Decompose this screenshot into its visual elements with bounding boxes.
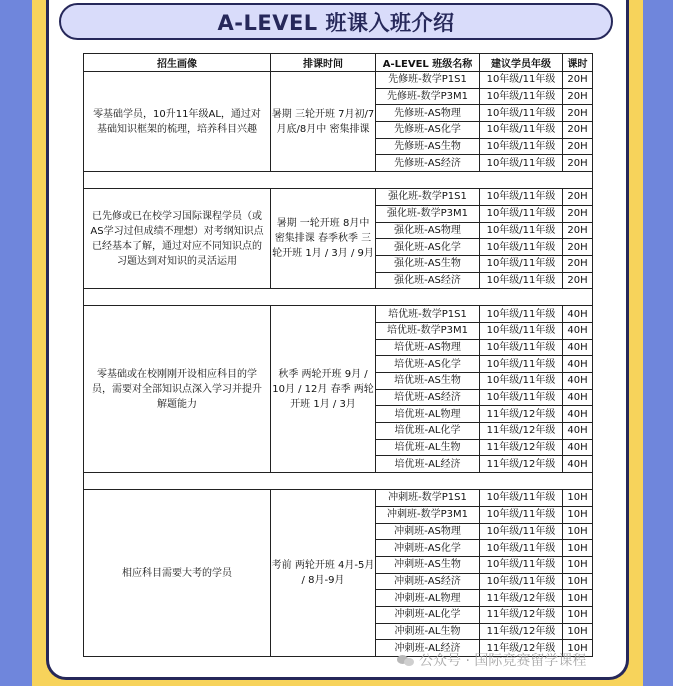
title-banner [59, 3, 613, 40]
schedule-cell: 考前 两轮开班 4月-5月 / 8月-9月 [271, 490, 376, 657]
class-name-cell: 强化班-AS经济 [376, 272, 480, 289]
watermark-text: 公众号 · 国际竞赛留学课程 [419, 653, 587, 669]
hours-cell: 10H [563, 506, 593, 523]
grade-cell: 10年级/11年级 [480, 556, 563, 573]
group-spacer [84, 289, 593, 306]
table-row [84, 306, 593, 323]
profile-cell: 相应科目需要大考的学员 [84, 490, 271, 657]
class-name-cell: 冲刺班-AL生物 [376, 623, 480, 640]
grade-cell: 10年级/11年级 [480, 105, 563, 122]
class-name-cell: 培优班-AL经济 [376, 456, 480, 473]
class-name-cell: 强化班-数学P1S1 [376, 189, 480, 206]
header-profile: 招生画像 [84, 54, 271, 72]
grade-cell: 10年级/11年级 [480, 506, 563, 523]
hours-cell: 20H [563, 255, 593, 272]
grade-cell: 10年级/11年级 [480, 272, 563, 289]
group-spacer [84, 172, 593, 189]
grade-cell: 10年级/11年级 [480, 573, 563, 590]
grade-cell: 10年级/11年级 [480, 155, 563, 172]
grade-cell: 10年级/11年级 [480, 373, 563, 390]
hours-cell: 40H [563, 339, 593, 356]
hours-cell: 20H [563, 105, 593, 122]
table-row [84, 490, 593, 507]
class-name-cell: 强化班-数学P3M1 [376, 205, 480, 222]
schedule-cell: 暑期 一轮开班 8月中 密集排课 春季秋季 三轮开班 1月 / 3月 / 9月 [271, 189, 376, 289]
hours-cell: 40H [563, 356, 593, 373]
table-body [84, 72, 593, 657]
header-schedule: 排课时间 [271, 54, 376, 72]
grade-cell: 10年级/11年级 [480, 523, 563, 540]
hours-cell: 20H [563, 239, 593, 256]
grade-cell: 10年级/11年级 [480, 255, 563, 272]
hours-cell: 10H [563, 540, 593, 557]
class-name-cell: 冲刺班-AS经济 [376, 573, 480, 590]
class-name-cell: 先修班-AS经济 [376, 155, 480, 172]
hours-cell: 40H [563, 406, 593, 423]
hours-cell: 40H [563, 456, 593, 473]
hours-cell: 20H [563, 205, 593, 222]
class-name-cell: 强化班-AS化学 [376, 239, 480, 256]
class-name-cell: 先修班-AS化学 [376, 122, 480, 139]
class-name-cell: 冲刺班-AS生物 [376, 556, 480, 573]
header-class-name: A-LEVEL 班级名称 [376, 54, 480, 72]
hours-cell: 20H [563, 155, 593, 172]
profile-cell: 零基础学员，10升11年级AL，通过对基础知识框架的梳理，培养科目兴趣 [84, 72, 271, 172]
class-name-cell: 培优班-AS经济 [376, 389, 480, 406]
hours-cell: 10H [563, 523, 593, 540]
wechat-icon [397, 653, 415, 667]
header-grade: 建议学员年级 [480, 54, 563, 72]
class-name-cell: 冲刺班-AL化学 [376, 606, 480, 623]
grade-cell: 10年级/11年级 [480, 540, 563, 557]
grade-cell: 10年级/11年级 [480, 222, 563, 239]
hours-cell: 10H [563, 556, 593, 573]
class-name-cell: 强化班-AS物理 [376, 222, 480, 239]
hours-cell: 20H [563, 138, 593, 155]
hours-cell: 10H [563, 640, 593, 657]
hours-cell: 20H [563, 122, 593, 139]
class-name-cell: 冲刺班-AS化学 [376, 540, 480, 557]
schedule-table [83, 53, 593, 657]
grade-cell: 11年级/12年级 [480, 406, 563, 423]
grade-cell: 10年级/11年级 [480, 339, 563, 356]
class-name-cell: 培优班-AL生物 [376, 439, 480, 456]
page-title: A-LEVEL 班课入班介绍 [217, 10, 455, 35]
group-spacer [84, 473, 593, 490]
class-name-cell: 培优班-AS物理 [376, 339, 480, 356]
header-hours: 课时 [563, 54, 593, 72]
hours-cell: 20H [563, 189, 593, 206]
hours-cell: 40H [563, 322, 593, 339]
hours-cell: 40H [563, 373, 593, 390]
grade-cell: 10年级/11年级 [480, 389, 563, 406]
class-name-cell: 先修班-AS物理 [376, 105, 480, 122]
grade-cell: 10年级/11年级 [480, 72, 563, 89]
hours-cell: 10H [563, 623, 593, 640]
hours-cell: 20H [563, 272, 593, 289]
grade-cell: 10年级/11年级 [480, 122, 563, 139]
grade-cell: 10年级/11年级 [480, 189, 563, 206]
grade-cell: 11年级/12年级 [480, 423, 563, 440]
class-name-cell: 冲刺班-数学P1S1 [376, 490, 480, 507]
class-name-cell: 先修班-AS生物 [376, 138, 480, 155]
grade-cell: 10年级/11年级 [480, 322, 563, 339]
schedule-cell: 暑期 三轮开班 7月初/7月底/8月中 密集排课 [271, 72, 376, 172]
spacer-cell [84, 172, 593, 189]
grade-cell: 10年级/11年级 [480, 306, 563, 323]
class-name-cell: 培优班-AL物理 [376, 406, 480, 423]
class-name-cell: 培优班-AS化学 [376, 356, 480, 373]
class-name-cell: 培优班-AL化学 [376, 423, 480, 440]
class-name-cell: 冲刺班-数学P3M1 [376, 506, 480, 523]
watermark [397, 650, 586, 670]
class-name-cell: 冲刺班-AL经济 [376, 640, 480, 657]
class-name-cell: 培优班-AS生物 [376, 373, 480, 390]
class-name-cell: 冲刺班-AL物理 [376, 590, 480, 607]
grade-cell: 10年级/11年级 [480, 239, 563, 256]
profile-cell: 已先修或已在校学习国际课程学员（或AS学习过但成绩不理想）对考纲知识点已经基本了解，通过对应不同知识点的习题达到对知识的灵活运用 [84, 189, 271, 289]
class-name-cell: 强化班-AS生物 [376, 255, 480, 272]
class-name-cell: 培优班-数学P3M1 [376, 322, 480, 339]
hours-cell: 10H [563, 490, 593, 507]
class-name-cell: 培优班-数学P1S1 [376, 306, 480, 323]
grade-cell: 11年级/12年级 [480, 590, 563, 607]
grade-cell: 11年级/12年级 [480, 640, 563, 657]
class-name-cell: 先修班-数学P3M1 [376, 88, 480, 105]
hours-cell: 40H [563, 306, 593, 323]
grade-cell: 10年级/11年级 [480, 205, 563, 222]
class-name-cell: 先修班-数学P1S1 [376, 72, 480, 89]
grade-cell: 11年级/12年级 [480, 456, 563, 473]
grade-cell: 11年级/12年级 [480, 606, 563, 623]
class-name-cell: 冲刺班-AS物理 [376, 523, 480, 540]
spacer-cell [84, 473, 593, 490]
hours-cell: 40H [563, 439, 593, 456]
grade-cell: 10年级/11年级 [480, 356, 563, 373]
table-row [84, 189, 593, 206]
hours-cell: 10H [563, 590, 593, 607]
grade-cell: 10年级/11年级 [480, 88, 563, 105]
table-header-row [84, 54, 593, 72]
grade-cell: 11年级/12年级 [480, 439, 563, 456]
profile-cell: 零基础或在校刚刚开设相应科目的学员，需要对全部知识点深入学习并提升解题能力 [84, 306, 271, 473]
schedule-cell: 秋季 两轮开班 9月 / 10月 / 12月 春季 两轮开班 1月 / 3月 [271, 306, 376, 473]
hours-cell: 40H [563, 389, 593, 406]
table-row [84, 72, 593, 89]
hours-cell: 20H [563, 72, 593, 89]
hours-cell: 20H [563, 88, 593, 105]
spacer-cell [84, 289, 593, 306]
grade-cell: 10年级/11年级 [480, 490, 563, 507]
grade-cell: 10年级/11年级 [480, 138, 563, 155]
hours-cell: 10H [563, 606, 593, 623]
hours-cell: 20H [563, 222, 593, 239]
hours-cell: 10H [563, 573, 593, 590]
grade-cell: 11年级/12年级 [480, 623, 563, 640]
hours-cell: 40H [563, 423, 593, 440]
